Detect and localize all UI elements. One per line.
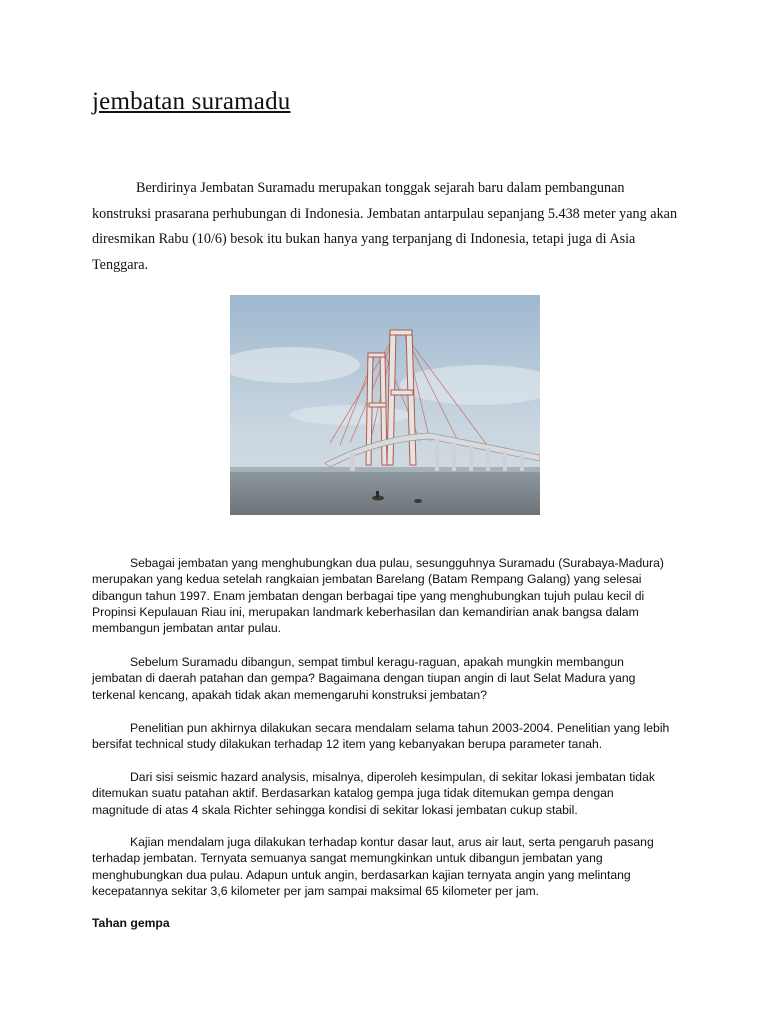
paragraph-4: Dari sisi seismic hazard analysis, misalnya, diperoleh kesimpulan, di sekitar lokasi jembatan tidak ditemukan suatu patahan aktif. Berdasarkan katalog gempa juga tidak ditemukan gempa dengan magnitude di atas 4 skala Richter sehingga kondisi di sekitar lokasi jembatan cukup stabil. (92, 770, 655, 817)
paragraph-1: Sebagai jembatan yang menghubungkan dua pulau, sesungguhnya Suramadu (Surabaya-Madura) merupakan yang kedua setelah rangkaian jembatan Barelang (Batam Rempang Galang) yang selesai dibangun tahun 1997. Enam jembatan dengan berbagai tipe yang menghubungkan tujuh pulau kecil di Propinsi Kepulauan Riau ini, merupakan landmark keberhasilan dan kemandirian anak bangsa dalam membangun jembatan antar pulau. (92, 556, 664, 636)
section-heading: Tahan gempa (92, 916, 170, 930)
bridge-photo (230, 295, 540, 515)
intro-paragraph: Berdirinya Jembatan Suramadu merupakan tonggak sejarah baru dalam pembangunan konstruksi prasarana perhubungan di Indonesia. Jembatan antarpulau sepanjang 5.438 meter yang akan diresmikan Rabu (10/6) besok itu bukan hanya yang terpanjang di Indonesia, tetapi juga di Asia Tenggara. (92, 180, 678, 273)
paragraph-5: Kajian mendalam juga dilakukan terhadap kontur dasar laut, arus air laut, serta pengaruh pasang terhadap jembatan. Ternyata semuanya sangat memungkinkan untuk dibangun jembatan yang menghubungkan dua pulau. Adapun untuk angin, berdasarkan kajian ternyata angin yang melintang kecepatannya sekitar 3,6 kilometer per jam sampai maksimal 65 kilometer per jam. (92, 835, 654, 898)
document-title: jembatan suramadu (92, 88, 291, 115)
paragraph-3: Penelitian pun akhirnya dilakukan secara mendalam selama tahun 2003-2004. Penelitian yang lebih bersifat technical study dilakukan terhadap 12 item yang kebanyakan berupa parameter tanah. (92, 721, 670, 752)
paragraph-2: Sebelum Suramadu dibangun, sempat timbul keragu-raguan, apakah mungkin membangun jembatan di daerah patahan dan gempa? Bagaimana dengan tiupan angin di laut Selat Madura yang terkenal kencang, apakah tidak akan memengaruhi konstruksi jembatan? (92, 655, 636, 702)
